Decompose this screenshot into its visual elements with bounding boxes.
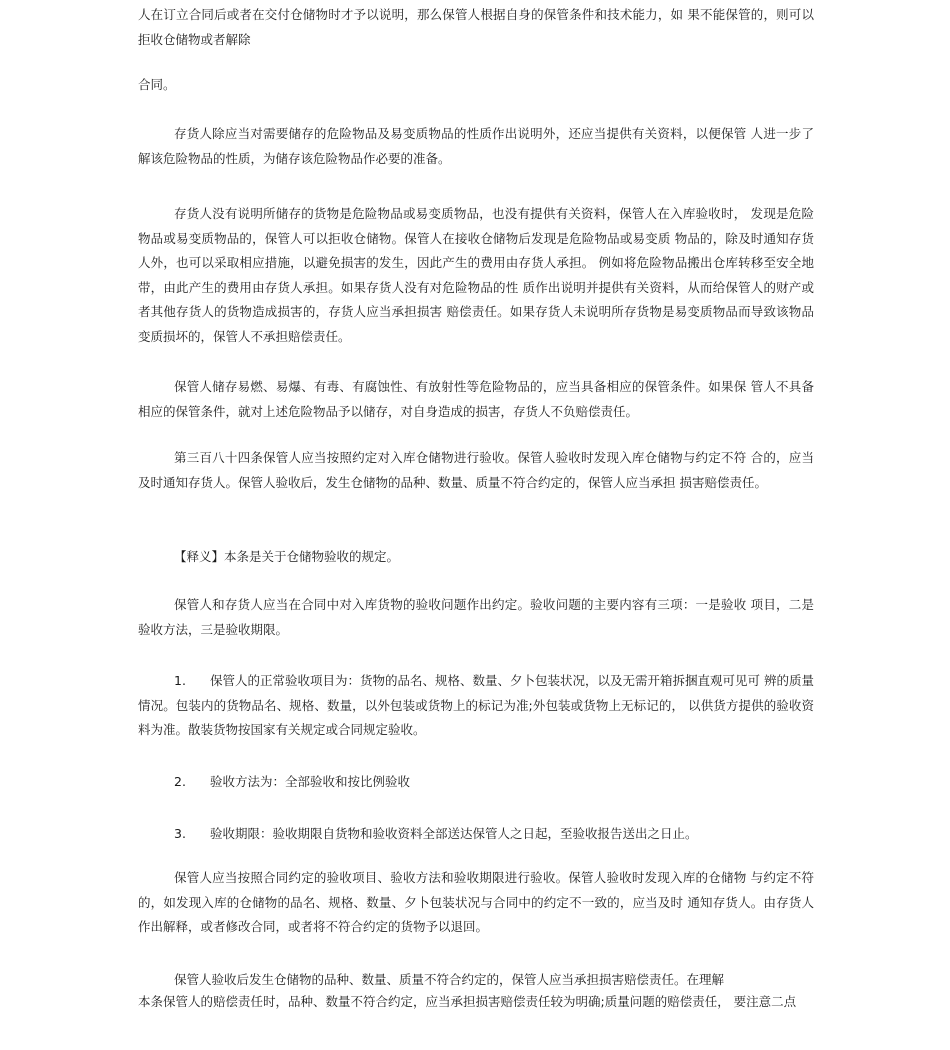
list-text: 验收方法为：全部验收和按比例验收 xyxy=(210,774,411,789)
list-text: 保管人的正常验收项目为：货物的品名、规格、数量、夕卜包装状况，以及无需开箱拆捆直观可见可 辨的质量情况。包装内的货物品名、规格、数量，以外包装或货物上的标记为准;外包装或货物上无标记的， 以供货方提供的验收资料为准。散装货物按国家有关规定或合同规定验收。 xyxy=(138,673,814,737)
list-item-1 xyxy=(138,669,814,743)
paragraph-contract: 合同。 xyxy=(138,77,176,92)
list-item-3 xyxy=(138,822,814,847)
paragraph-after-inspect: 保管人验收后发生仓储物的品种、数量、质量不符合约定的，保管人应当承担损害赔偿责任。在理解 xyxy=(174,972,725,987)
paragraph-custodian-storage: 保管人储存易燃、易爆、有毒、有腐蚀性、有放射性等危险物品的，应当具备相应的保管条件。如果保 管人不具备相应的保管条件，就对上述危险物品予以储存，对自身造成的损害，存货人不负赔偿责任。 xyxy=(138,379,814,419)
paragraph-depositor-duty: 存货人除应当对需要储存的危险物品及易变质物品的性质作出说明外，还应当提供有关资料，以便保管 人进一步了解该危险物品的性质，为储存该危险物品作必要的准备。 xyxy=(138,126,814,166)
paragraph-continued: 人在订立合同后或者在交付仓储物时才予以说明，那么保管人根据自身的保管条件和技术能力，如 果不能保管的，则可以拒收仓储物或者解除 xyxy=(138,7,814,47)
list-number: 3. xyxy=(174,826,186,841)
list-number: 2. xyxy=(174,774,186,789)
paragraph-article-384: 第三百八十四条保管人应当按照约定对入库仓储物进行验收。保管人验收时发现入库仓储物与约定不符 合的，应当及时通知存货人。保管人验收后，发生仓储物的品种、数量、质量不符合约定的，保管人应当承担 损害赔偿责任。 xyxy=(138,450,814,490)
paragraph-custodian-inspect: 保管人应当按照合同约定的验收项目、验收方法和验收期限进行验收。保管人验收时发现入库的仓储物 与约定不符的，如发现入库的仓储物的品名、规格、数量、夕卜包装状况与合同中的约定不一致的，应当及时 通知存货人。由存货人作出解释，或者修改合同，或者将不符合约定的货物予以退回。 xyxy=(138,870,814,934)
list-text: 验收期限：验收期限自货物和验收资料全部送达保管人之日起，至验收报告送出之日止。 xyxy=(210,826,698,841)
paragraph-liability: 本条保管人的赔偿责任时，品种、数量不符合约定，应当承担损害赔偿责任较为明确;质量问题的赔偿责任， 要注意二点 xyxy=(138,994,797,1009)
paragraph-undisclosed-hazard: 存货人没有说明所储存的货物是危险物品或易变质物品，也没有提供有关资料，保管人在入库验收时， 发现是危险物品或易变质物品的，保管人可以拒收仓储物。保管人在接收仓储物后发现是危险物品或易变质 物品的，除及时通知存货人外，也可以采取相应措施，以避免损害的发生，因此产生的费用由存货人承担。 例如将危险物品搬出仓库转移至安全地带，由此产生的费用由存货人承担。如果存货人没有对危险物品的性 质作出说明并提供有关资料，从而给保管人的财产或者其他存货人的货物造成损害的，存货人应当承担损害 赔偿责任。如果存货人未说明所存货物是易变质物品而导致该物品变质损坏的，保管人不承担赔偿责任。 xyxy=(138,206,814,344)
list-number: 1. xyxy=(174,673,186,688)
paragraph-inspection-items: 保管人和存货人应当在合同中对入库货物的验收问题作出约定。验收问题的主要内容有三项：一是验收 项目，二是验收方法，三是验收期限。 xyxy=(138,597,814,637)
list-item-2 xyxy=(138,770,814,795)
paragraph-interpretation: 【释义】本条是关于仓储物验收的规定。 xyxy=(174,549,400,564)
